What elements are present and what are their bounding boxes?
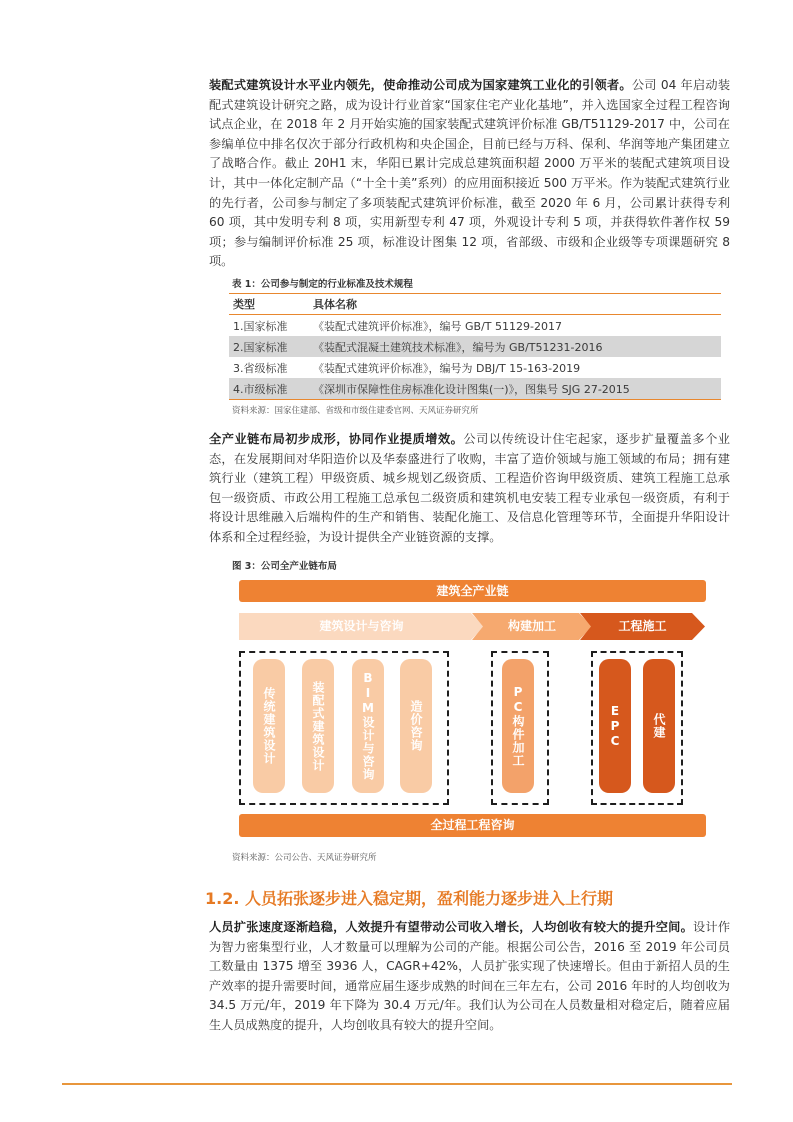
stage-construction (580, 613, 705, 640)
stage-design (239, 613, 484, 640)
table-caption: 表 1：公司参与制定的行业标准及技术规程 (232, 279, 413, 290)
full-process-bar: 全过程工程咨询 (239, 814, 706, 837)
row-name: 《深圳市保障性住房标准化设计图集(一)》，图集号 SJG 27-2015 (309, 378, 721, 400)
stage-label: 构建加工 (507, 619, 556, 633)
paragraph-lead: 全产业链布局初步成形，协同作业提质增效。 (209, 432, 464, 446)
paragraph-lead: 装配式建筑设计水平业内领先，使命推动公司成为国家建筑工业化的引领者。 (209, 78, 632, 92)
industry-chain-bar: 建筑全产业链 (239, 580, 706, 602)
stage-processing (472, 613, 592, 640)
design-item: 造价咨询 (400, 659, 432, 793)
stage-label: 建筑设计与咨询 (319, 619, 404, 633)
row-type: 1.国家标准 (233, 319, 288, 333)
row-name: 《装配式混凝土建筑技术标准》，编号为 GB/T51231-2016 (309, 336, 721, 357)
section-title: 1.2. 人员拓张逐步进入稳定期，盈利能力逐步进入上行期 (205, 889, 613, 908)
paragraph-industry-chain (209, 430, 730, 548)
row-type: 3.省级标准 (233, 361, 288, 375)
construction-item: 代建 (643, 659, 675, 793)
figure-source: 资料来源：公司公告、天风证券研究所 (232, 853, 377, 863)
column-header-type: 类型 (229, 294, 309, 315)
table-header-row (229, 294, 721, 315)
table-row (229, 378, 721, 400)
standards-table (229, 293, 721, 400)
design-item: BIM设计与咨询 (352, 659, 384, 793)
row-type: 2.国家标准 (229, 336, 309, 357)
row-name: 《装配式建筑评价标准》，编号 GB/T 51129-2017 (313, 319, 562, 333)
row-name: 《装配式建筑评价标准》，编号为 DBJ/T 15-163-2019 (313, 361, 581, 375)
design-item: 装配式建筑设计 (302, 659, 334, 793)
table-source: 资料来源：国家住建部、省级和市级住建委官网、天风证券研究所 (232, 406, 479, 416)
paragraph-body: 公司 04 年启动装配式建筑设计研究之路，成为设计行业首家“国家住宅产业化基地”，并入选国家全过程工程咨询试点企业，在 2018 年 2 月开始实施的国家装配式建筑评价标准 GB/T51129-2017 中，公司在参编单位中排名仅次于部分行政机构和央企国企，目前已经与万科、保利、华润等地产集团建立了战略合作。截止 20H1 末，华阳已累计完成总建筑面积超 2000 万平米的装配式建筑项目设计，其中一体化定制产品（“十全十美”系列）的应用面积接近 500 万平米。作为装配式建筑行业的先行者，公司参与制定了多项装配式建筑评价标准，截至 2020 年 6 月，公司累计获得专利 60 项，其中发明专利 8 项，实用新型专利 47 项，外观设计专利 5 项，并获得软件著作权 59 项；参与编制评价标准 25 项，标准设计图集 12 项，省部级、市级和企业级等专项课题研究 8 项。 (209, 78, 731, 269)
paragraph-body: 公司以传统设计住宅起家，逐步扩量覆盖多个业态，在发展期间对华阳造价以及华泰盛进行了收购，丰富了造价领域与施工领域的布局；拥有建筑行业（建筑工程）甲级资质、城乡规划乙级资质、工程造价咨询甲级资质、建筑工程施工总承包一级资质、市政公用工程施工总承包二级资质和建筑机电安装工程专业承包一级资质，有利于将设计思维融入后端构件的生产和销售、装配化施工、及信息化管理等环节，全面提升华阳设计体系和全过程经验，为设计提供全产业链资源的支撑。 (209, 432, 730, 544)
row-type: 4.市级标准 (229, 378, 309, 400)
paragraph-assembly-design (209, 76, 730, 272)
figure-caption: 图 3：公司全产业链布局 (232, 561, 337, 572)
column-header-name: 具体名称 (309, 294, 721, 315)
design-item: 传统建筑设计 (253, 659, 285, 793)
footer-rule (62, 1083, 732, 1085)
processing-item: PC构件加工 (502, 659, 534, 793)
table-row (229, 315, 721, 337)
table-row (229, 357, 721, 378)
construction-item: EPC (599, 659, 631, 793)
table-row (229, 336, 721, 357)
paragraph-staffing (209, 918, 730, 1036)
stage-label: 工程施工 (618, 619, 667, 633)
paragraph-body: 设计作为智力密集型行业，人才数量可以理解为公司的产能。根据公司公告，2016 至 2019 年公司员工数量由 1375 增至 3936 人，CAGR+42%，人员扩张实现了快速增长。但由于新招人员的生产效率的提升需要时间，通常应届生逐步成熟的时间在三年左右，公司 2016 年时的人均创收为 34.5 万元/年，2019 年下降为 30.4 万元/年。我们认为公司在人员数量相对稳定后，随着应届生人员成熟度的提升，人均创收具有较大的提升空间。 (209, 920, 731, 1032)
paragraph-lead: 人员扩张速度逐渐趋稳，人效提升有望带动公司收入增长，人均创收有较大的提升空间。 (209, 920, 693, 934)
